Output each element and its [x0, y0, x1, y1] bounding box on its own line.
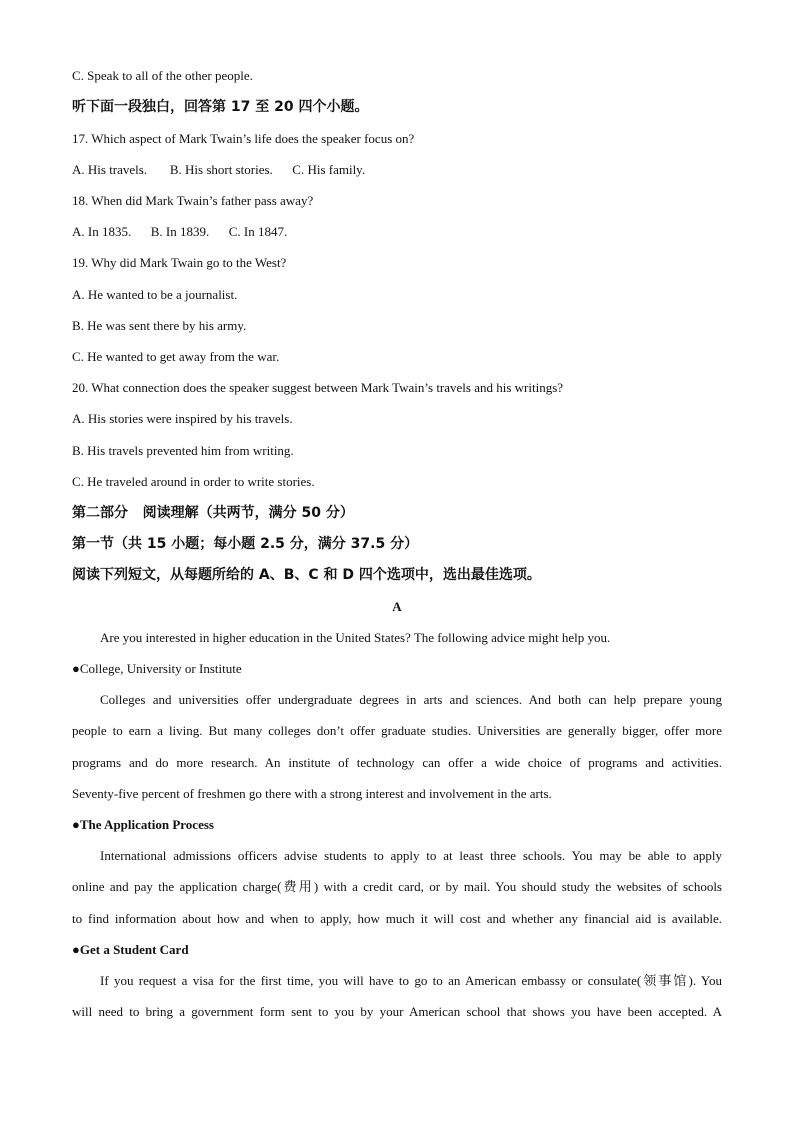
passage-intro: Are you interested in higher education in the United States? The following advice might help you. [100, 630, 611, 645]
paragraph-line: If you request a visa for the first time, you will have to go to an American embassy or consulate(领事馆). You [100, 973, 722, 988]
part-two-heading: 第二部分 阅读理解（共两节，满分 50 分） [72, 505, 354, 521]
question-18-options: A. In 1835. B. In 1839. C. In 1847. [72, 224, 288, 239]
question-18: 18. When did Mark Twain’s father pass away? [72, 193, 314, 208]
question-20: 20. What connection does the speaker suggest between Mark Twain’s travels and his writings? [72, 380, 564, 395]
question-19-option-b: B. He was sent there by his army. [72, 318, 247, 333]
subheading-application-process: ●The Application Process [72, 817, 214, 832]
question-17-options: A. His travels. B. His short stories. C. His family. [72, 162, 366, 177]
subheading-student-card: ●Get a Student Card [72, 942, 189, 957]
subheading-college-university: ●College, University or Institute [72, 661, 242, 676]
paragraph-line: programs and do more research. An institute of technology can offer a wide choice of programs and activities. [72, 755, 722, 770]
question-19-option-c: C. He wanted to get away from the war. [72, 349, 280, 364]
paragraph-line: online and pay the application charge(费用) with a credit card, or by mail. You should study the websites of schools [72, 879, 722, 894]
question-20-option-b: B. His travels prevented him from writing. [72, 443, 294, 458]
reading-instruction: 阅读下列短文，从每题所给的 A、B、C 和 D 四个选项中，选出最佳选项。 [72, 567, 541, 583]
paragraph-line: Seventy-five percent of freshmen go there with a strong interest and involvement in the arts. [72, 786, 552, 801]
section-instruction-monologue: 听下面一段独白，回答第 17 至 20 四个小题。 [72, 99, 369, 115]
paragraph-line: International admissions officers advise students to apply to at least three schools. You may be able to apply [100, 848, 722, 863]
paragraph-line: will need to bring a government form sent to you by your American school that shows you have been accepted. A [72, 1004, 722, 1019]
paragraph-line: people to earn a living. But many colleges don’t offer graduate studies. Universities are generally bigger, offer more [72, 723, 722, 738]
section-one-heading: 第一节（共 15 小题；每小题 2.5 分，满分 37.5 分） [72, 536, 419, 552]
passage-label: A [392, 599, 402, 614]
question-17: 17. Which aspect of Mark Twain’s life does the speaker focus on? [72, 131, 415, 146]
question-19: 19. Why did Mark Twain go to the West? [72, 255, 287, 270]
question-20-option-a: A. His stories were inspired by his travels. [72, 411, 293, 426]
question-19-option-a: A. He wanted to be a journalist. [72, 287, 238, 302]
question-20-option-c: C. He traveled around in order to write stories. [72, 474, 315, 489]
paragraph-line: Colleges and universities offer undergraduate degrees in arts and sciences. And both can help prepare young [100, 692, 722, 707]
paragraph-line: to find information about how and when to apply, how much it will cost and whether any financial aid is available. [72, 911, 722, 926]
option-c-speak-to-all: C. Speak to all of the other people. [72, 68, 253, 83]
